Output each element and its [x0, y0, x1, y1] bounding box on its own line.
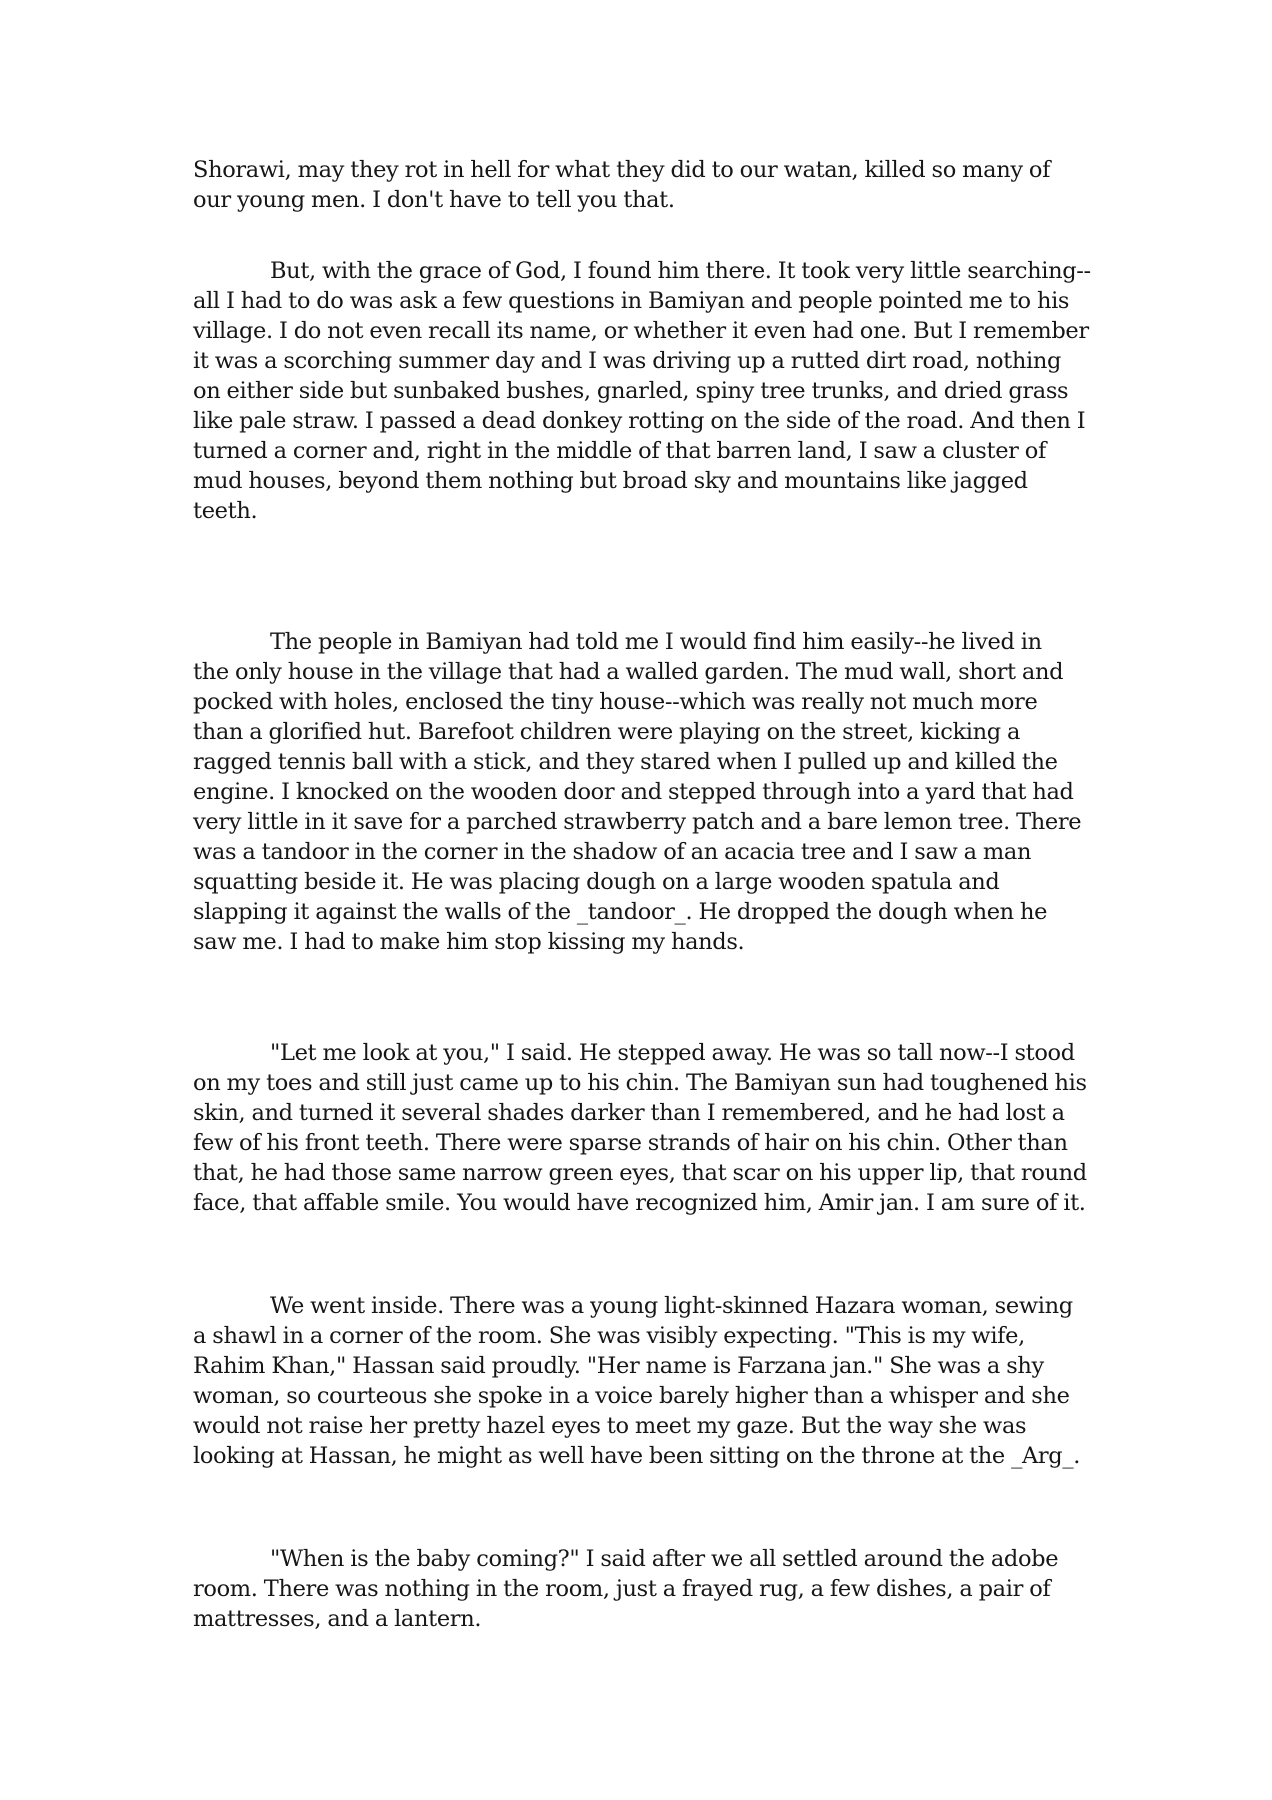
paragraph-5 — [193, 1291, 1093, 1471]
paragraph-line: that, he had those same narrow green eyes, that scar on his upper lip, that round — [193, 1160, 1087, 1186]
paragraph-line: was a tandoor in the corner in the shadow of an acacia tree and I saw a man — [193, 839, 1032, 865]
paragraph-line: The people in Bamiyan had told me I would find him easily--he lived in — [270, 629, 1042, 655]
paragraph-line: room. There was nothing in the room, just a frayed rug, a few dishes, a pair of — [193, 1576, 1051, 1602]
paragraph-line: few of his front teeth. There were sparse strands of hair on his chin. Other than — [193, 1130, 1068, 1156]
paragraph-line: the only house in the village that had a walled garden. The mud wall, short and — [193, 659, 1064, 685]
paragraph-line: a shawl in a corner of the room. She was visibly expecting. "This is my wife, — [193, 1323, 1025, 1349]
paragraph-line: saw me. I had to make him stop kissing my hands. — [193, 929, 745, 955]
paragraph-2 — [193, 256, 1093, 526]
paragraph-line: Shorawi, may they rot in hell for what they did to our watan, killed so many of — [193, 157, 1051, 183]
paragraph-line: turned a corner and, right in the middle of that barren land, I saw a cluster of — [193, 438, 1046, 464]
paragraph-6 — [193, 1544, 1093, 1634]
paragraph-line: mud houses, beyond them nothing but broad sky and mountains like jagged — [193, 468, 1028, 494]
paragraph-line: all I had to do was ask a few questions in Bamiyan and people pointed me to his — [193, 288, 1070, 314]
paragraph-line: village. I do not even recall its name, or whether it even had one. But I remember — [193, 318, 1089, 344]
paragraph-line: our young men. I don't have to tell you that. — [193, 187, 675, 213]
paragraph-line: pocked with holes, enclosed the tiny house--which was really not much more — [193, 689, 1038, 715]
paragraph-line: ragged tennis ball with a stick, and they stared when I pulled up and killed the — [193, 749, 1058, 775]
paragraph-line: on my toes and still just came up to his chin. The Bamiyan sun had toughened his — [193, 1070, 1087, 1096]
paragraph-line: would not raise her pretty hazel eyes to meet my gaze. But the way she was — [193, 1413, 1027, 1439]
paragraph-line: looking at Hassan, he might as well have been sitting on the throne at the _Arg_. — [193, 1443, 1081, 1469]
paragraph-3 — [193, 627, 1093, 957]
paragraph-line: Rahim Khan," Hassan said proudly. "Her name is Farzana jan." She was a shy — [193, 1353, 1044, 1379]
paragraph-1 — [193, 155, 1093, 215]
paragraph-line: like pale straw. I passed a dead donkey rotting on the side of the road. And then I — [193, 408, 1086, 434]
paragraph-4 — [193, 1038, 1093, 1218]
paragraph-line: squatting beside it. He was placing dough on a large wooden spatula and — [193, 869, 1000, 895]
paragraph-line: skin, and turned it several shades darker than I remembered, and he had lost a — [193, 1100, 1065, 1126]
paragraph-line: We went inside. There was a young light-skinned Hazara woman, sewing — [270, 1293, 1073, 1319]
paragraph-line: engine. I knocked on the wooden door and stepped through into a yard that had — [193, 779, 1074, 805]
paragraph-line: "Let me look at you," I said. He stepped away. He was so tall now--I stood — [270, 1040, 1075, 1066]
paragraph-line: it was a scorching summer day and I was driving up a rutted dirt road, nothing — [193, 348, 1062, 374]
paragraph-line: "When is the baby coming?" I said after we all settled around the adobe — [270, 1546, 1059, 1572]
paragraph-line: face, that affable smile. You would have recognized him, Amir jan. I am sure of it. — [193, 1190, 1086, 1216]
paragraph-line: very little in it save for a parched strawberry patch and a bare lemon tree. There — [193, 809, 1082, 835]
paragraph-line: teeth. — [193, 498, 258, 524]
paragraph-line: woman, so courteous she spoke in a voice barely higher than a whisper and she — [193, 1383, 1070, 1409]
paragraph-line: on either side but sunbaked bushes, gnarled, spiny tree trunks, and dried grass — [193, 378, 1069, 404]
paragraph-line: But, with the grace of God, I found him there. It took very little searching-- — [270, 258, 1091, 284]
paragraph-line: than a glorified hut. Barefoot children were playing on the street, kicking a — [193, 719, 1021, 745]
paragraph-line: slapping it against the walls of the _tandoor_. He dropped the dough when he — [193, 899, 1048, 925]
paragraph-line: mattresses, and a lantern. — [193, 1606, 482, 1632]
